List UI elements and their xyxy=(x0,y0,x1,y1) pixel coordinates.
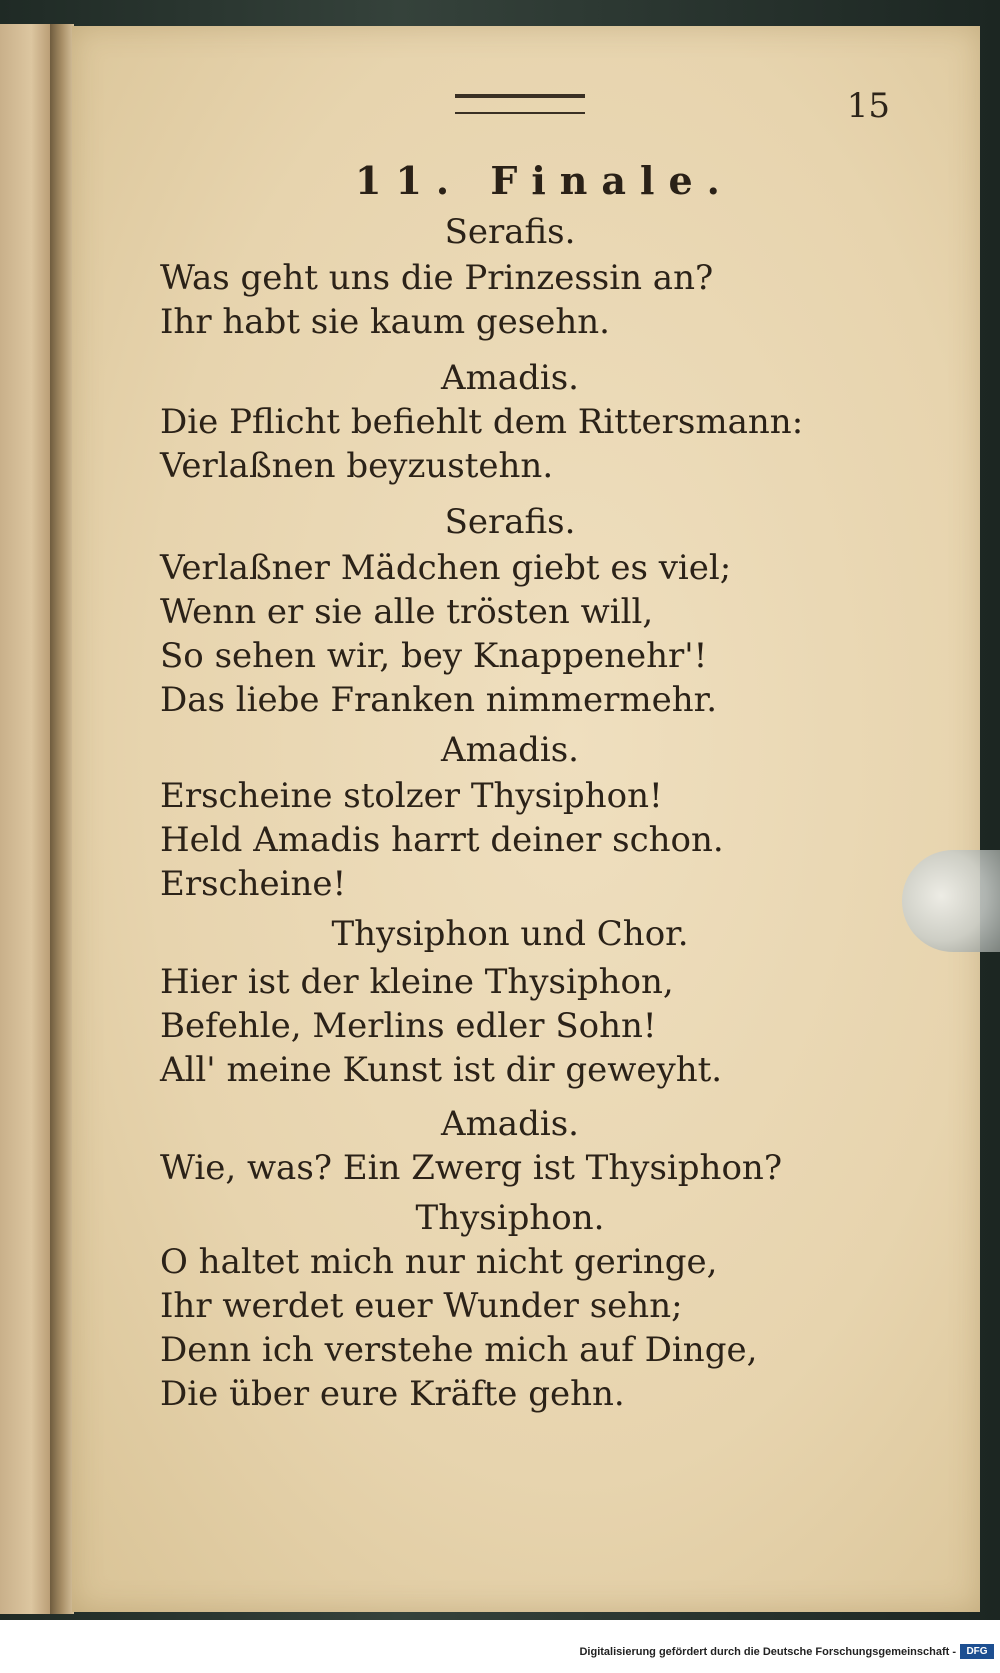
ornamental-rule xyxy=(455,94,585,114)
dfg-logo: DFG xyxy=(960,1644,994,1659)
verse-line: O haltet mich nur nicht geringe, xyxy=(160,1242,718,1282)
verse-line: Erscheine stolzer Thysiphon! xyxy=(160,776,663,816)
verse-line: Die über eure Kräfte gehn. xyxy=(160,1374,625,1414)
verse-line: Erscheine! xyxy=(160,864,347,904)
verse-line: Befehle, Merlins edler Sohn! xyxy=(160,1006,657,1046)
section-heading: 11. Finale. xyxy=(355,158,734,203)
verse-line: Wenn er sie alle trösten will, xyxy=(160,592,654,632)
page-number: 15 xyxy=(846,86,890,126)
verse-line: Held Amadis harrt deiner schon. xyxy=(160,820,724,860)
verse-line: So sehen wir, bey Knappenehr'! xyxy=(160,636,708,676)
verse-line: Das liebe Franken nimmermehr. xyxy=(160,680,717,720)
speaker-label: Serafis. xyxy=(444,212,576,252)
page-clip xyxy=(902,850,1000,952)
verse-line: Was geht uns die Prinzessin an? xyxy=(160,258,714,298)
speaker-label: Thysiphon. xyxy=(415,1198,605,1238)
facing-page-edge xyxy=(0,24,52,1614)
verse-line: Ihr habt sie kaum gesehn. xyxy=(160,302,610,342)
verse-line: All' meine Kunst ist dir geweyht. xyxy=(160,1050,723,1090)
funding-credit: Digitalisierung gefördert durch die Deutsche Forschungsgemeinschaft - xyxy=(579,1646,956,1658)
speaker-label: Serafis. xyxy=(444,502,576,542)
speaker-label: Amadis. xyxy=(441,1104,579,1144)
verse-line: Verlaßner Mädchen giebt es viel; xyxy=(160,548,732,588)
speaker-label: Thysiphon und Chor. xyxy=(331,914,689,954)
verse-line: Die Pflicht befiehlt dem Rittersmann: xyxy=(160,402,804,442)
speaker-label: Amadis. xyxy=(441,730,579,770)
book-gutter xyxy=(50,24,74,1614)
verse-line: Hier ist der kleine Thysiphon, xyxy=(160,962,674,1002)
verse-line: Denn ich verstehe mich auf Dinge, xyxy=(160,1330,758,1370)
verse-line: Wie, was? Ein Zwerg ist Thysiphon? xyxy=(160,1148,783,1188)
verse-line: Verlaßnen beyzustehn. xyxy=(160,446,554,486)
speaker-label: Amadis. xyxy=(441,358,579,398)
verse-line: Ihr werdet euer Wunder sehn; xyxy=(160,1286,683,1326)
